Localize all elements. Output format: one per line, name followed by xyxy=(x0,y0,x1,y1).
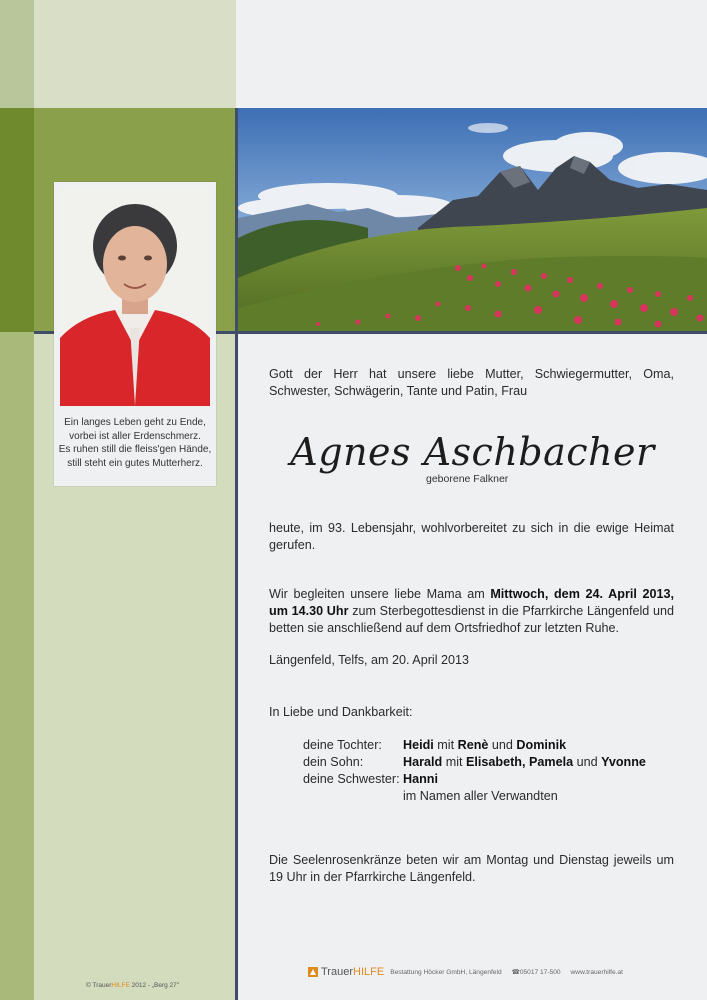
color-block-top-left xyxy=(0,0,34,108)
passing-text: heute, im 93. Lebensjahr, wohlvorbereitet zu sich in die ewige Heimat gerufen. xyxy=(269,521,674,552)
top-margin xyxy=(236,0,707,108)
intro-text: Gott der Herr hat unsere liebe Mutter, Schwiegermutter, Oma, Schwester, Schwägerin, Tante und Patin, Frau xyxy=(269,367,674,398)
color-block-lower-left xyxy=(0,332,34,1000)
mountain-landscape-image xyxy=(238,108,707,331)
divider-vertical xyxy=(235,108,238,1000)
company-phone: ☎05017 17-500 xyxy=(511,969,561,976)
color-block-green-dark xyxy=(0,108,34,332)
company-name: Bestattung Höcker GmbH, Längenfeld xyxy=(390,968,502,976)
brand-name: TrauerHILFE xyxy=(321,966,385,978)
portrait-card xyxy=(54,182,216,486)
family-names: Hanni xyxy=(403,772,438,786)
funeral-text-post: zum Sterbegottesdienst in die Pfarrkirche Längenfeld und betten sie anschließend auf dem Ortsfriedhof zur letzten Ruhe. xyxy=(269,604,675,635)
trauerhilfe-logo-icon xyxy=(308,967,318,977)
gratitude-heading: In Liebe und Dankbarkeit: xyxy=(269,705,413,719)
poem-line: vorbei ist aller Erdenschmerz. xyxy=(69,430,201,442)
deceased-name: Agnes Aschbacher xyxy=(290,430,655,474)
funeral-text-pre: Wir begleiten unsere liebe Mama am xyxy=(269,587,491,601)
website-link[interactable]: www.trauerhilfe.at xyxy=(570,968,623,976)
color-block-top xyxy=(34,0,236,108)
place-date: Längenfeld, Telfs, am 20. April 2013 xyxy=(269,653,470,667)
portrait-photo xyxy=(60,188,210,406)
family-label: deine Tochter: xyxy=(303,738,382,752)
poem-line: Ein langes Leben geht zu Ende, xyxy=(64,417,206,428)
family-label: deine Schwester: xyxy=(303,772,400,786)
family-names: Harald mit Elisabeth, Pamela und Yvonne xyxy=(403,755,646,769)
memorial-poem xyxy=(54,416,216,470)
funeral-datetime: Mittwoch, dem 24. April 2013, um 14.30 Uhr xyxy=(269,587,674,618)
family-label: dein Sohn: xyxy=(303,755,364,769)
funeral-text xyxy=(269,586,674,637)
family-names: Heidi mit Renè und Dominik xyxy=(403,738,567,752)
footer-copyright: © TrauerHILFE 2012 - „Berg 27" xyxy=(86,982,180,989)
poem-line: still steht ein gutes Mutterherz. xyxy=(67,457,203,469)
relatives-text: im Namen aller Verwandten xyxy=(403,789,558,803)
footer-brand xyxy=(308,966,623,978)
poem-line: Es ruhen still die fleiss'gen Hände, xyxy=(58,444,212,455)
maiden-name: geborene Falkner xyxy=(426,473,509,485)
rosary-text: Die Seelenrosenkränze beten wir am Montag und Dienstag jeweils um 19 Uhr in der Pfarrkirche Längenfeld. xyxy=(269,853,674,884)
